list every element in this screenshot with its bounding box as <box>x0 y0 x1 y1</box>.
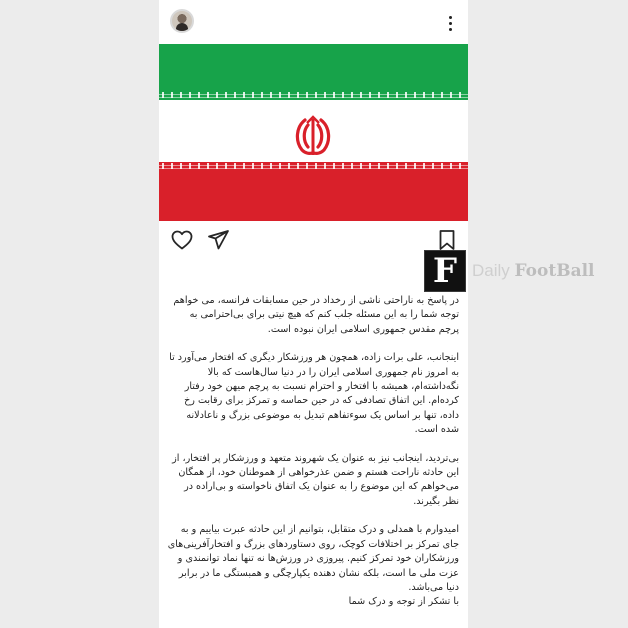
watermark-brand-text <box>472 260 595 282</box>
avatar[interactable] <box>170 9 194 33</box>
caption-closing: با تشکر از توجه و درک شما <box>348 596 459 608</box>
send-icon[interactable] <box>206 228 230 252</box>
watermark-logo-letter: F <box>432 251 458 291</box>
heart-icon[interactable] <box>170 228 194 252</box>
flag-takbir-border-top <box>159 92 468 98</box>
caption-paragraph: بی‌تردید، اینجانب نیز به عنوان یک شهروند متعهد و ورزشکار پر افتخار، از این حادثه ناراحت هستم و ضمن عذرخواهی از هموطنان خود، از همگان می‌خواهم که این موضوع را به عنوان یک اتفاق ناخواسته و بی‌اراده در نظر بگیرند. <box>172 452 459 507</box>
post-header <box>159 0 468 44</box>
more-options-icon[interactable] <box>440 12 460 34</box>
post-actions-bar <box>159 226 468 254</box>
iran-emblem-icon <box>290 113 336 159</box>
watermark-brand-football: FootBall <box>514 261 595 281</box>
flag-takbir-border-bottom <box>159 163 468 169</box>
watermark-logo <box>424 250 466 292</box>
daily-football-watermark <box>424 250 624 294</box>
bookmark-icon[interactable] <box>435 228 459 252</box>
instagram-post <box>159 0 468 628</box>
watermark-brand-daily: Daily <box>472 261 510 280</box>
caption-paragraph: اینجانب، علی برات زاده، همچون هر ورزشکار دیگری که افتخار می‌آورد تا به امروز نام جمهوری اسلامی ایران را در دنیا سال‌هاست که بالا نگه‌داشته‌ام، همیشه با افتخار و احترام نسبت به پرچم میهن خود رفتار کرده‌ام. این اتفاق تصادفی که در حین حماسه و تمرکز برای رقابت رخ داده، تنها بر اساس یک سوءتفاهم تبدیل به موضوعی بزرگ و ناعادلانه شده است. <box>169 352 459 436</box>
post-caption <box>167 294 459 610</box>
flag-red-band <box>159 162 468 221</box>
caption-paragraph: امیدوارم با همدلی و درک متقابل، بتوانیم از این حادثه عبرت بیاییم و به جای تمرکز بر اختلافات کوچک، روی دستاوردهای بزرگ و افتخارآفرینی‌های ورزشکاران خود تمرکز کنیم. پیروزی در ورزش‌ها نه تنها نماد توانمندی و عزت ملی ما است، بلکه نشان دهنده یکپارچگی و همبستگی ما در برابر دنیا می‌باشد. <box>167 524 459 593</box>
caption-paragraph: در پاسخ به ناراحتی ناشی از رخداد در حین مسابقات فرانسه، می خواهم توجه شما را به این مسئله جلب کنم که هیچ نیتی برای بی‌احترامی به پرچم مقدس جمهوری اسلامی ایران نبوده است. <box>173 295 459 335</box>
post-image-iran-flag[interactable] <box>159 44 468 221</box>
